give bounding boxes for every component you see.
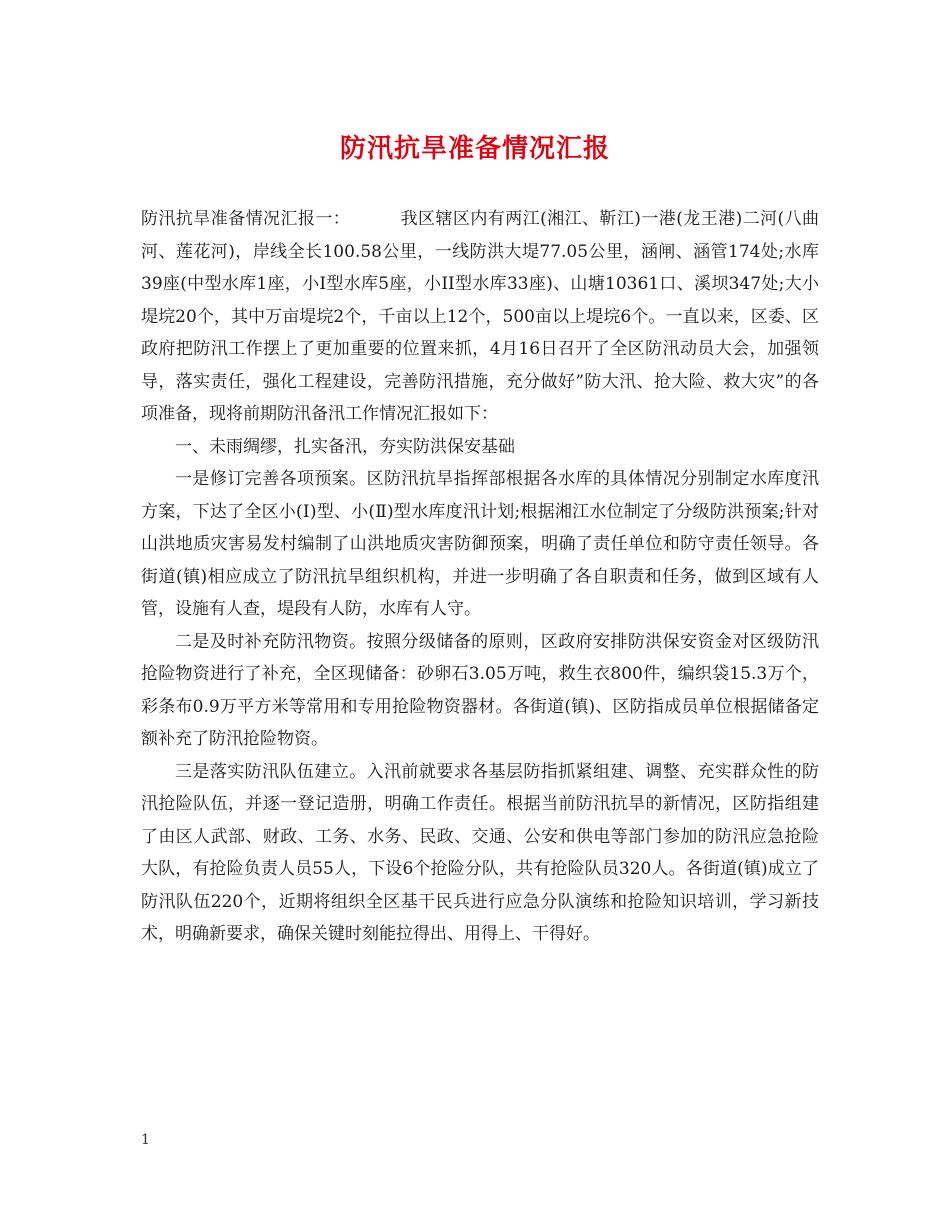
paragraph-teams: 三是落实防汛队伍建立。入汛前就要求各基层防指抓紧组建、调整、充实群众性的防汛抢险队伍，并逐一登记造册，明确工作责任。根据当前防汛抗旱的新情况，区防指组建了由区人武部、财政、工务、水务、民政、交通、公安和供电等部门参加的防汛应急抢险大队，有抢险负责人员55人，下设6个抢险分队，共有抢险队员320人。各街道(镇)成立了防汛队伍220个，近期将组织全区基干民兵进行应急分队演练和抢险知识培训，学习新技术，明确新要求，确保关键时刻能拉得出、用得上、干得好。 — [141, 761, 819, 944]
paragraph-plans: 一是修订完善各项预案。区防汛抗旱指挥部根据各水库的具体情况分别制定水库度汛方案，下达了全区小(Ⅰ)型、小(Ⅱ)型水库度汛计划;根据湘江水位制定了分级防洪预案;针对山洪地质灾害易发村编制了山洪地质灾害防御预案，明确了责任单位和防守责任领导。各街道(镇)相应成立了防汛抗旱组织机构，并进一步明确了各自职责和任务，做到区域有人管，设施有人查，堤段有人防，水库有人守。 — [141, 469, 819, 619]
document-title: 防汛抗旱准备情况汇报 — [339, 134, 610, 164]
intro-paragraph — [141, 203, 819, 431]
intro-text: 我区辖区内有两江(湘江、靳江)一港(龙王港)二河(八曲河、莲花河)，岸线全长100.58公里，一线防洪大堤77.05公里，涵闸、涵管174处;水库39座(中型水库1座，小Ⅰ型水库5座，小II型水库33座)、山塘10361口、溪坝347处;大小堤垸20个，其中万亩堤垸2个，千亩以上12个，500亩以上堤垸6个。一直以来，区委、区政府把防汛工作摆上了更加重要的位置来抓，4月16日召开了全区防汛动员大会，加强领导，落实责任，强化工程建设，完善防汛措施，充分做好”防大汛、抢大险、救大灾”的各项准备，现将前期防汛备汛工作情况汇报如下： — [141, 209, 819, 424]
page-number: 1 — [141, 1132, 150, 1148]
document-body — [141, 203, 819, 951]
paragraph-supplies: 二是及时补充防汛物资。按照分级储备的原则，区政府安排防洪保安资金对区级防汛抢险物资进行了补充，全区现储备：砂卵石3.05万吨，救生衣800件，编织袋15.3万个，彩条布0.9万平方米等常用和专用抢险物资器材。各街道(镇)、区防指成员单位根据储备定额补充了防汛抢险物资。 — [141, 631, 819, 749]
intro-label: 防汛抗旱准备情况汇报一： — [141, 209, 351, 229]
section-heading: 一、未雨绸缪，扎实备汛，夯实防洪保安基础 — [175, 436, 515, 457]
